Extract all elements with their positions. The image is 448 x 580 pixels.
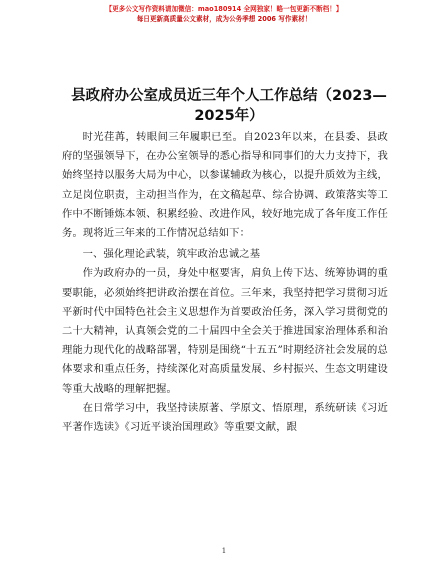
document-body (62, 128, 388, 437)
section-heading-1: 一、强化理论武装，筑牢政治忠诚之基 (82, 248, 261, 261)
promo-banner-line-1: 【更多公文写作资料请加微信：mao180914 全网独家！略一包更新不断档！】 (105, 5, 343, 13)
body-paragraph: 作为政府办的一员，身处中枢要害，肩负上传下达、统筹协调的重要职能，必须始终把讲政治摆在首位。三年来，我坚持把学习贯彻习近平新时代中国特色社会主义思想作为首要政治任务，深入学习贯彻党的二十大精神，认真领会党的二十届四中全会关于推进国家治理体系和治理能力现代化的战略部署，特别是围绕“十五五”时期经济社会发展的总体要求和重点任务，持续深化对高质量发展、乡村振兴、生态文明建设等重大战略的理解把握。 (62, 267, 388, 395)
body-paragraph: 在日常学习中，我坚持读原著、学原文、悟原理，系统研读《习近平著作选读》《习近平谈治国理政》等重要文献，跟 (62, 401, 388, 434)
promo-banner (0, 4, 448, 24)
document-title: 县政府办公室成员近三年个人工作总结（2023—2025年） (71, 88, 387, 124)
page-number: 1 (221, 547, 227, 555)
intro-paragraph: 时光荏苒，转眼间三年履职已至。自2023年以来，在县委、县政府的坚强领导下，在办公室领导的悉心指导和同事们的大力支持下，我始终坚持以服务大局为中心，以参谋辅政为核心，以提升质效为主线，立足岗位职责，主动担当作为，在文稿起草、综合协调、政策落实等工作中不断锤炼本领、积累经验、改进作风，较好地完成了各年度工作任务。现将近三年来的工作情况总结如下： (62, 131, 388, 240)
promo-banner-line-2: 每日更新高质量公文素材，成为公务季想 2006 写作素材！ (136, 15, 312, 23)
